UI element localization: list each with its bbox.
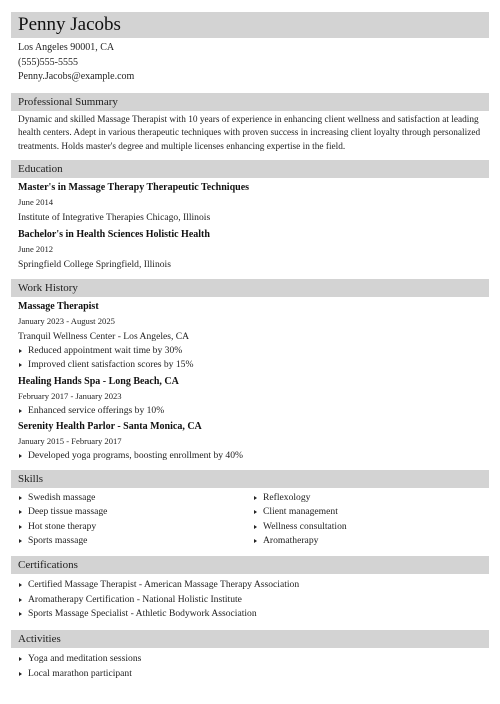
section-heading-activities: Activities: [11, 630, 489, 648]
contact-location: Los Angeles 90001, CA: [18, 42, 115, 53]
school-name: Springfield College Springfield, Illinois: [18, 259, 171, 270]
activities-list: [18, 652, 489, 681]
list-item: Sports Massage Specialist - Athletic Bodywork Association: [18, 607, 489, 621]
education-entry: [18, 181, 489, 225]
contact-email: Penny.Jacobs@example.com: [18, 71, 135, 82]
certifications-list: [18, 578, 489, 621]
name-header: [11, 12, 489, 38]
education-list: [18, 181, 489, 272]
list-item: Hot stone therapy: [18, 520, 253, 534]
job-date: January 2023 - August 2025: [18, 316, 115, 326]
education-entry: [18, 228, 489, 272]
list-item: Client management: [253, 505, 488, 519]
job-entry: [18, 300, 489, 373]
list-item: Sports massage: [18, 534, 253, 548]
job-bullets: [18, 344, 489, 373]
section-heading-education: Education: [11, 160, 489, 178]
list-item: Wellness consultation: [253, 520, 488, 534]
list-item: Certified Massage Therapist - American Massage Therapy Association: [18, 578, 489, 592]
job-title: Healing Hands Spa - Long Beach, CA: [18, 375, 179, 387]
candidate-name: Penny Jacobs: [18, 14, 121, 35]
job-date: January 2015 - February 2017: [18, 435, 122, 446]
contact-info: [18, 41, 489, 85]
skills-column-right: [253, 491, 488, 548]
skills-column-left: [18, 491, 253, 548]
job-bullets: [18, 404, 489, 418]
job-date: February 2017 - January 2023: [18, 390, 122, 401]
job-entry: [18, 420, 489, 463]
list-item: Deep tissue massage: [18, 505, 253, 519]
degree-title: Master's in Massage Therapy Therapeutic Techniques: [18, 182, 250, 193]
list-item: Local marathon participant: [18, 667, 489, 681]
section-heading-skills: Skills: [11, 470, 489, 488]
job-title: Massage Therapist: [18, 301, 99, 312]
list-item: Reflexology: [253, 491, 488, 505]
school-name: Institute of Integrative Therapies Chicago, Illinois: [18, 212, 211, 223]
list-item: Yoga and meditation sessions: [18, 652, 489, 666]
section-heading-certifications: Certifications: [11, 556, 489, 574]
section-heading-summary: Professional Summary: [11, 93, 489, 111]
skills-grid: [18, 491, 489, 548]
list-item: Reduced appointment wait time by 30%: [18, 344, 489, 358]
job-title: Serenity Health Parlor - Santa Monica, CA: [18, 420, 202, 432]
degree-title: Bachelor's in Health Sciences Holistic Health: [18, 229, 210, 240]
work-list: [18, 300, 489, 463]
list-item: Improved client satisfaction scores by 15%: [18, 358, 489, 372]
list-item: Enhanced service offerings by 10%: [18, 404, 489, 418]
list-item: Aromatherapy: [253, 534, 488, 548]
degree-date: June 2014: [18, 197, 54, 207]
list-item: Aromatherapy Certification - National Holistic Institute: [18, 593, 489, 607]
job-entry: [18, 375, 489, 418]
summary-text: Dynamic and skilled Massage Therapist with 10 years of experience in enhancing client wellness and satisfaction at leading health centers. Adept in various therapeutic techniques with proven success in increasing client loyalty through personalized treatments. Holds master's degree and multiple licenses enhancing expertise in the field.: [18, 114, 481, 152]
contact-phone: (555)555-5555: [18, 56, 78, 68]
section-heading-work: Work History: [11, 279, 489, 297]
degree-date: June 2012: [18, 244, 54, 254]
list-item: Developed yoga programs, boosting enrollment by 40%: [18, 449, 489, 463]
job-employer: Tranquil Wellness Center - Los Angeles, CA: [18, 331, 190, 342]
job-bullets: [18, 449, 489, 463]
list-item: Swedish massage: [18, 491, 253, 505]
